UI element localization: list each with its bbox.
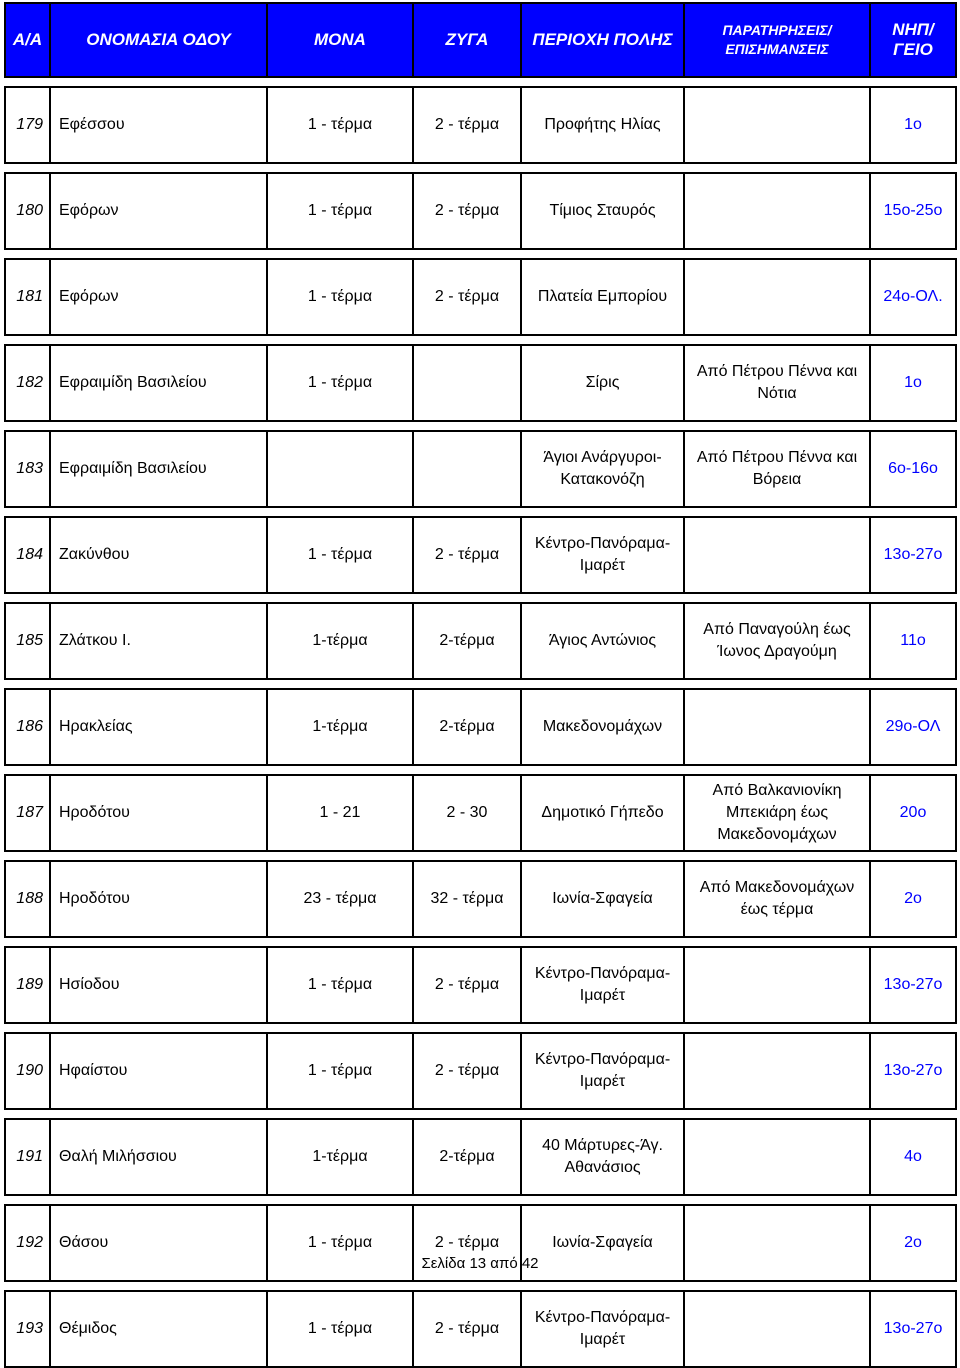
row-spacer <box>5 77 956 87</box>
row-spacer <box>5 1281 956 1291</box>
row-spacer <box>5 593 956 603</box>
even-numbers-cell: 2 - τέρμα <box>413 173 521 249</box>
row-spacer-cell <box>5 249 956 259</box>
row-number-cell: 193 <box>5 1291 50 1367</box>
city-area-cell: Προφήτης Ηλίας <box>521 87 684 163</box>
street-name-cell: Ηρακλείας <box>50 689 267 765</box>
even-numbers-cell: 2-τέρμα <box>413 603 521 679</box>
header-aa: Α/Α <box>5 3 50 77</box>
kindergarten-cell: 1ο <box>870 345 956 421</box>
street-name-cell: Ζακύνθου <box>50 517 267 593</box>
even-numbers-cell: 2 - τέρμα <box>413 87 521 163</box>
row-spacer <box>5 335 956 345</box>
street-name-cell: Θάσου <box>50 1205 267 1281</box>
notes-cell <box>684 173 870 249</box>
table-row <box>5 603 956 679</box>
table-row <box>5 345 956 421</box>
even-numbers-cell: 2 - τέρμα <box>413 1291 521 1367</box>
street-name-cell: Θαλή Μιλήσσιου <box>50 1119 267 1195</box>
kindergarten-cell: 1ο <box>870 87 956 163</box>
row-number-cell: 186 <box>5 689 50 765</box>
table-body <box>5 77 956 1367</box>
row-number-cell: 179 <box>5 87 50 163</box>
notes-cell <box>684 689 870 765</box>
table-row <box>5 689 956 765</box>
kindergarten-cell: 4ο <box>870 1119 956 1195</box>
notes-cell <box>684 947 870 1023</box>
odd-numbers-cell: 1 - τέρμα <box>267 947 413 1023</box>
row-spacer <box>5 851 956 861</box>
row-spacer <box>5 421 956 431</box>
even-numbers-cell: 2 - τέρμα <box>413 517 521 593</box>
city-area-cell: Άγιοι Ανάργυροι-Κατακονόζη <box>521 431 684 507</box>
street-name-cell: Ησίοδου <box>50 947 267 1023</box>
city-area-cell: Κέντρο-Πανόραμα-Ιμαρέτ <box>521 1291 684 1367</box>
row-spacer-cell <box>5 1109 956 1119</box>
notes-cell <box>684 1033 870 1109</box>
row-spacer <box>5 679 956 689</box>
notes-cell <box>684 259 870 335</box>
kindergarten-cell: 2ο <box>870 1205 956 1281</box>
header-street-name: ΟΝΟΜΑΣΙΑ ΟΔΟΥ <box>50 3 267 77</box>
city-area-cell: Κέντρο-Πανόραμα-Ιμαρέτ <box>521 517 684 593</box>
even-numbers-cell: 2-τέρμα <box>413 689 521 765</box>
odd-numbers-cell: 1-τέρμα <box>267 603 413 679</box>
row-number-cell: 192 <box>5 1205 50 1281</box>
street-name-cell: Ζλάτκου Ι. <box>50 603 267 679</box>
row-spacer-cell <box>5 507 956 517</box>
row-spacer <box>5 765 956 775</box>
street-name-cell: Ηροδότου <box>50 861 267 937</box>
odd-numbers-cell: 1 - τέρμα <box>267 1291 413 1367</box>
odd-numbers-cell: 1-τέρμα <box>267 689 413 765</box>
streets-table <box>4 2 957 1368</box>
table-row <box>5 861 956 937</box>
row-spacer <box>5 507 956 517</box>
city-area-cell: Άγιος Αντώνιος <box>521 603 684 679</box>
row-number-cell: 185 <box>5 603 50 679</box>
row-number-cell: 188 <box>5 861 50 937</box>
row-spacer <box>5 163 956 173</box>
street-name-cell: Εφόρων <box>50 259 267 335</box>
row-spacer-cell <box>5 1023 956 1033</box>
odd-numbers-cell: 1-τέρμα <box>267 1119 413 1195</box>
street-name-cell: Εφέσσου <box>50 87 267 163</box>
row-spacer <box>5 249 956 259</box>
odd-numbers-cell: 23 - τέρμα <box>267 861 413 937</box>
kindergarten-cell: 13ο-27ο <box>870 1033 956 1109</box>
table-row <box>5 431 956 507</box>
table-row <box>5 947 956 1023</box>
row-number-cell: 180 <box>5 173 50 249</box>
kindergarten-cell: 6ο-16ο <box>870 431 956 507</box>
notes-cell <box>684 1119 870 1195</box>
row-spacer <box>5 937 956 947</box>
page-footer: Σελίδα 13 από 42 <box>421 1255 539 1272</box>
row-spacer-cell <box>5 163 956 173</box>
notes-cell <box>684 517 870 593</box>
kindergarten-cell: 13ο-27ο <box>870 1291 956 1367</box>
notes-cell: Από Πέτρου Πέννα και Νότια <box>684 345 870 421</box>
odd-numbers-cell: 1 - τέρμα <box>267 1205 413 1281</box>
table-row <box>5 1033 956 1109</box>
row-spacer-cell <box>5 765 956 775</box>
odd-numbers-cell: 1 - τέρμα <box>267 259 413 335</box>
kindergarten-cell: 13ο-27ο <box>870 517 956 593</box>
row-spacer-cell <box>5 851 956 861</box>
notes-cell: Από Παναγούλη έως Ίωνος Δραγούμη <box>684 603 870 679</box>
notes-cell: Από Βαλκανιονίκη Μπεκιάρη έως Μακεδονομάχων <box>684 775 870 851</box>
even-numbers-cell: 2 - τέρμα <box>413 1205 521 1281</box>
header-even: ΖΥΓΑ <box>413 3 521 77</box>
table-row <box>5 1119 956 1195</box>
city-area-cell: Μακεδονομάχων <box>521 689 684 765</box>
odd-numbers-cell <box>267 431 413 507</box>
even-numbers-cell: 2 - τέρμα <box>413 259 521 335</box>
kindergarten-cell: 2ο <box>870 861 956 937</box>
header-odd: ΜΟΝΑ <box>267 3 413 77</box>
row-spacer-cell <box>5 1195 956 1205</box>
kindergarten-cell: 24ο-ΟΛ. <box>870 259 956 335</box>
odd-numbers-cell: 1 - τέρμα <box>267 345 413 421</box>
odd-numbers-cell: 1 - τέρμα <box>267 87 413 163</box>
odd-numbers-cell: 1 - τέρμα <box>267 173 413 249</box>
kindergarten-cell: 29ο-ΟΛ <box>870 689 956 765</box>
row-number-cell: 182 <box>5 345 50 421</box>
row-spacer-cell <box>5 1281 956 1291</box>
table-header-row <box>5 3 956 77</box>
table-row <box>5 775 956 851</box>
even-numbers-cell <box>413 345 521 421</box>
table-row <box>5 517 956 593</box>
row-spacer-cell <box>5 937 956 947</box>
city-area-cell: Ιωνία-Σφαγεία <box>521 1205 684 1281</box>
even-numbers-cell: 2 - τέρμα <box>413 947 521 1023</box>
row-spacer-cell <box>5 77 956 87</box>
row-spacer-cell <box>5 421 956 431</box>
notes-cell <box>684 87 870 163</box>
city-area-cell: Τίμιος Σταυρός <box>521 173 684 249</box>
row-spacer-cell <box>5 679 956 689</box>
odd-numbers-cell: 1 - τέρμα <box>267 1033 413 1109</box>
even-numbers-cell: 2 - 30 <box>413 775 521 851</box>
row-spacer <box>5 1109 956 1119</box>
city-area-cell: Δημοτικό Γήπεδο <box>521 775 684 851</box>
table-row <box>5 259 956 335</box>
city-area-cell: Πλατεία Εμπορίου <box>521 259 684 335</box>
table-row <box>5 173 956 249</box>
even-numbers-cell: 2-τέρμα <box>413 1119 521 1195</box>
notes-cell <box>684 1291 870 1367</box>
kindergarten-cell: 11ο <box>870 603 956 679</box>
city-area-cell: Ιωνία-Σφαγεία <box>521 861 684 937</box>
city-area-cell: Κέντρο-Πανόραμα-Ιμαρέτ <box>521 1033 684 1109</box>
row-spacer-cell <box>5 593 956 603</box>
table-row <box>5 87 956 163</box>
even-numbers-cell: 32 - τέρμα <box>413 861 521 937</box>
odd-numbers-cell: 1 - 21 <box>267 775 413 851</box>
street-name-cell: Εφόρων <box>50 173 267 249</box>
row-number-cell: 191 <box>5 1119 50 1195</box>
odd-numbers-cell: 1 - τέρμα <box>267 517 413 593</box>
row-number-cell: 181 <box>5 259 50 335</box>
even-numbers-cell <box>413 431 521 507</box>
notes-cell: Από Πέτρου Πέννα και Βόρεια <box>684 431 870 507</box>
header-notes: ΠΑΡΑΤΗΡΗΣΕΙΣ/ ΕΠΙΣΗΜΑΝΣΕΙΣ <box>684 3 870 77</box>
street-name-cell: Ηφαίστου <box>50 1033 267 1109</box>
row-spacer <box>5 1195 956 1205</box>
street-name-cell: Θέμιδος <box>50 1291 267 1367</box>
row-number-cell: 184 <box>5 517 50 593</box>
city-area-cell: 40 Μάρτυρες-Άγ. Αθανάσιος <box>521 1119 684 1195</box>
street-name-cell: Εφραιμίδη Βασιλείου <box>50 345 267 421</box>
row-number-cell: 183 <box>5 431 50 507</box>
header-kindergarten: ΝΗΠ/ΓΕΙΟ <box>870 3 956 77</box>
street-name-cell: Ηροδότου <box>50 775 267 851</box>
row-number-cell: 187 <box>5 775 50 851</box>
notes-cell: Από Μακεδονομάχων έως τέρμα <box>684 861 870 937</box>
city-area-cell: Σίρις <box>521 345 684 421</box>
city-area-cell: Κέντρο-Πανόραμα-Ιμαρέτ <box>521 947 684 1023</box>
even-numbers-cell: 2 - τέρμα <box>413 1033 521 1109</box>
row-number-cell: 190 <box>5 1033 50 1109</box>
kindergarten-cell: 13ο-27ο <box>870 947 956 1023</box>
kindergarten-cell: 20ο <box>870 775 956 851</box>
row-spacer <box>5 1023 956 1033</box>
street-name-cell: Εφραιμίδη Βασιλείου <box>50 431 267 507</box>
kindergarten-cell: 15ο-25ο <box>870 173 956 249</box>
header-area: ΠΕΡΙΟΧΗ ΠΟΛΗΣ <box>521 3 684 77</box>
row-number-cell: 189 <box>5 947 50 1023</box>
row-spacer-cell <box>5 335 956 345</box>
table-row <box>5 1291 956 1367</box>
